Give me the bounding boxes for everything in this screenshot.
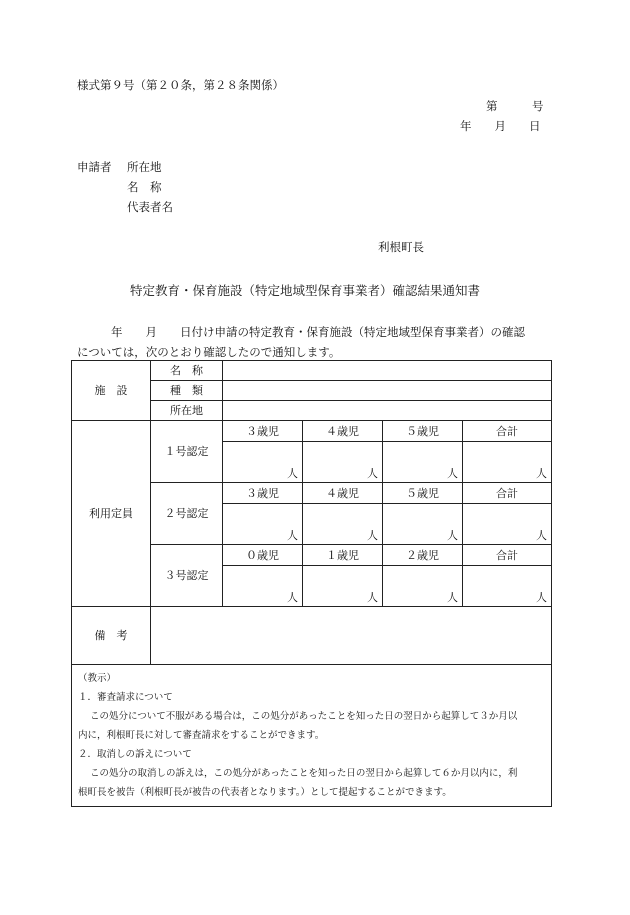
group-1-col-1: ３歳児 [223, 421, 303, 442]
group-3-col-4: 合計 [463, 545, 552, 566]
group-1-label: １号認定 [151, 421, 223, 483]
applicant-label: 申請者 [77, 160, 112, 174]
group-3-label: ３号認定 [151, 545, 223, 607]
group-1-col-2: ４歳児 [303, 421, 383, 442]
facility-name-field[interactable] [223, 361, 552, 381]
group-2-value-1[interactable]: 人 [223, 504, 303, 545]
instructions-section [72, 665, 552, 807]
group-3-col-2: １歳児 [303, 545, 383, 566]
intro-line-2: については，次のとおり確認したので通知します。 [77, 345, 341, 359]
instruction-2-title: ２．取消しの訴えについて [78, 749, 192, 760]
facility-address-field[interactable] [223, 401, 552, 421]
applicant-representative-label: 代表者名 [127, 200, 173, 214]
document-date: 年 月 日 [460, 119, 541, 133]
intro-text [77, 322, 557, 362]
instruction-2-body-1: この処分の取消しの訴えは，この処分があったことを知った日の翌日から起算して６か月以内に，利 [90, 768, 518, 779]
group-3-col-3: ２歳児 [383, 545, 463, 566]
facility-name-label: 名 称 [151, 361, 223, 381]
group-2-value-3[interactable]: 人 [383, 504, 463, 545]
instruction-1-body-2: 内に，利根町長に対して審査請求をすることができます。 [78, 730, 325, 741]
group-1-value-3[interactable]: 人 [383, 442, 463, 483]
intro-line-1: 年 月 日付け申請の特定教育・保育施設（特定地域型保育事業者）の確認 [111, 325, 525, 339]
applicant-name-label: 名 称 [127, 180, 162, 194]
document-title: 特定教育・保育施設（特定地域型保育事業者）確認結果通知書 [130, 283, 481, 298]
facility-address-label: 所在地 [151, 401, 223, 421]
remarks-label: 備 考 [72, 607, 151, 665]
group-1-value-2[interactable]: 人 [303, 442, 383, 483]
instruction-2-body-2: 根町長を被告（利根町長が被告の代表者となります。）として提起することができます。 [78, 787, 452, 798]
form-number: 様式第９号（第２０条，第２８条関係） [77, 78, 284, 92]
document-number: 第 号 [486, 99, 544, 113]
group-1-col-3: ５歳児 [383, 421, 463, 442]
group-2-label: ２号認定 [151, 483, 223, 545]
facility-type-label: 種 類 [151, 381, 223, 401]
group-2-col-4: 合計 [463, 483, 552, 504]
group-2-value-2[interactable]: 人 [303, 504, 383, 545]
facility-type-field[interactable] [223, 381, 552, 401]
instructions-heading: （教示） [78, 673, 117, 684]
group-1-value-4[interactable]: 人 [463, 442, 552, 483]
capacity-label: 利用定員 [72, 421, 151, 607]
group-3-value-1[interactable]: 人 [223, 566, 303, 607]
group-2-col-1: ３歳児 [223, 483, 303, 504]
group-2-value-4[interactable]: 人 [463, 504, 552, 545]
group-2-col-2: ４歳児 [303, 483, 383, 504]
instruction-1-body-1: この処分について不服がある場合は，この処分があったことを知った日の翌日から起算して３か月以 [90, 711, 518, 722]
group-1-value-1[interactable]: 人 [223, 442, 303, 483]
group-1-col-4: 合計 [463, 421, 552, 442]
instruction-1-title: １．審査請求について [78, 692, 173, 703]
confirmation-table [71, 360, 552, 807]
applicant-address-label: 所在地 [127, 160, 162, 174]
group-2-col-3: ５歳児 [383, 483, 463, 504]
group-3-value-4[interactable]: 人 [463, 566, 552, 607]
remarks-field[interactable] [151, 607, 552, 665]
group-3-col-1: ０歳児 [223, 545, 303, 566]
group-3-value-3[interactable]: 人 [383, 566, 463, 607]
group-3-value-2[interactable]: 人 [303, 566, 383, 607]
issuer: 利根町長 [378, 240, 424, 254]
facility-label: 施 設 [72, 361, 151, 421]
